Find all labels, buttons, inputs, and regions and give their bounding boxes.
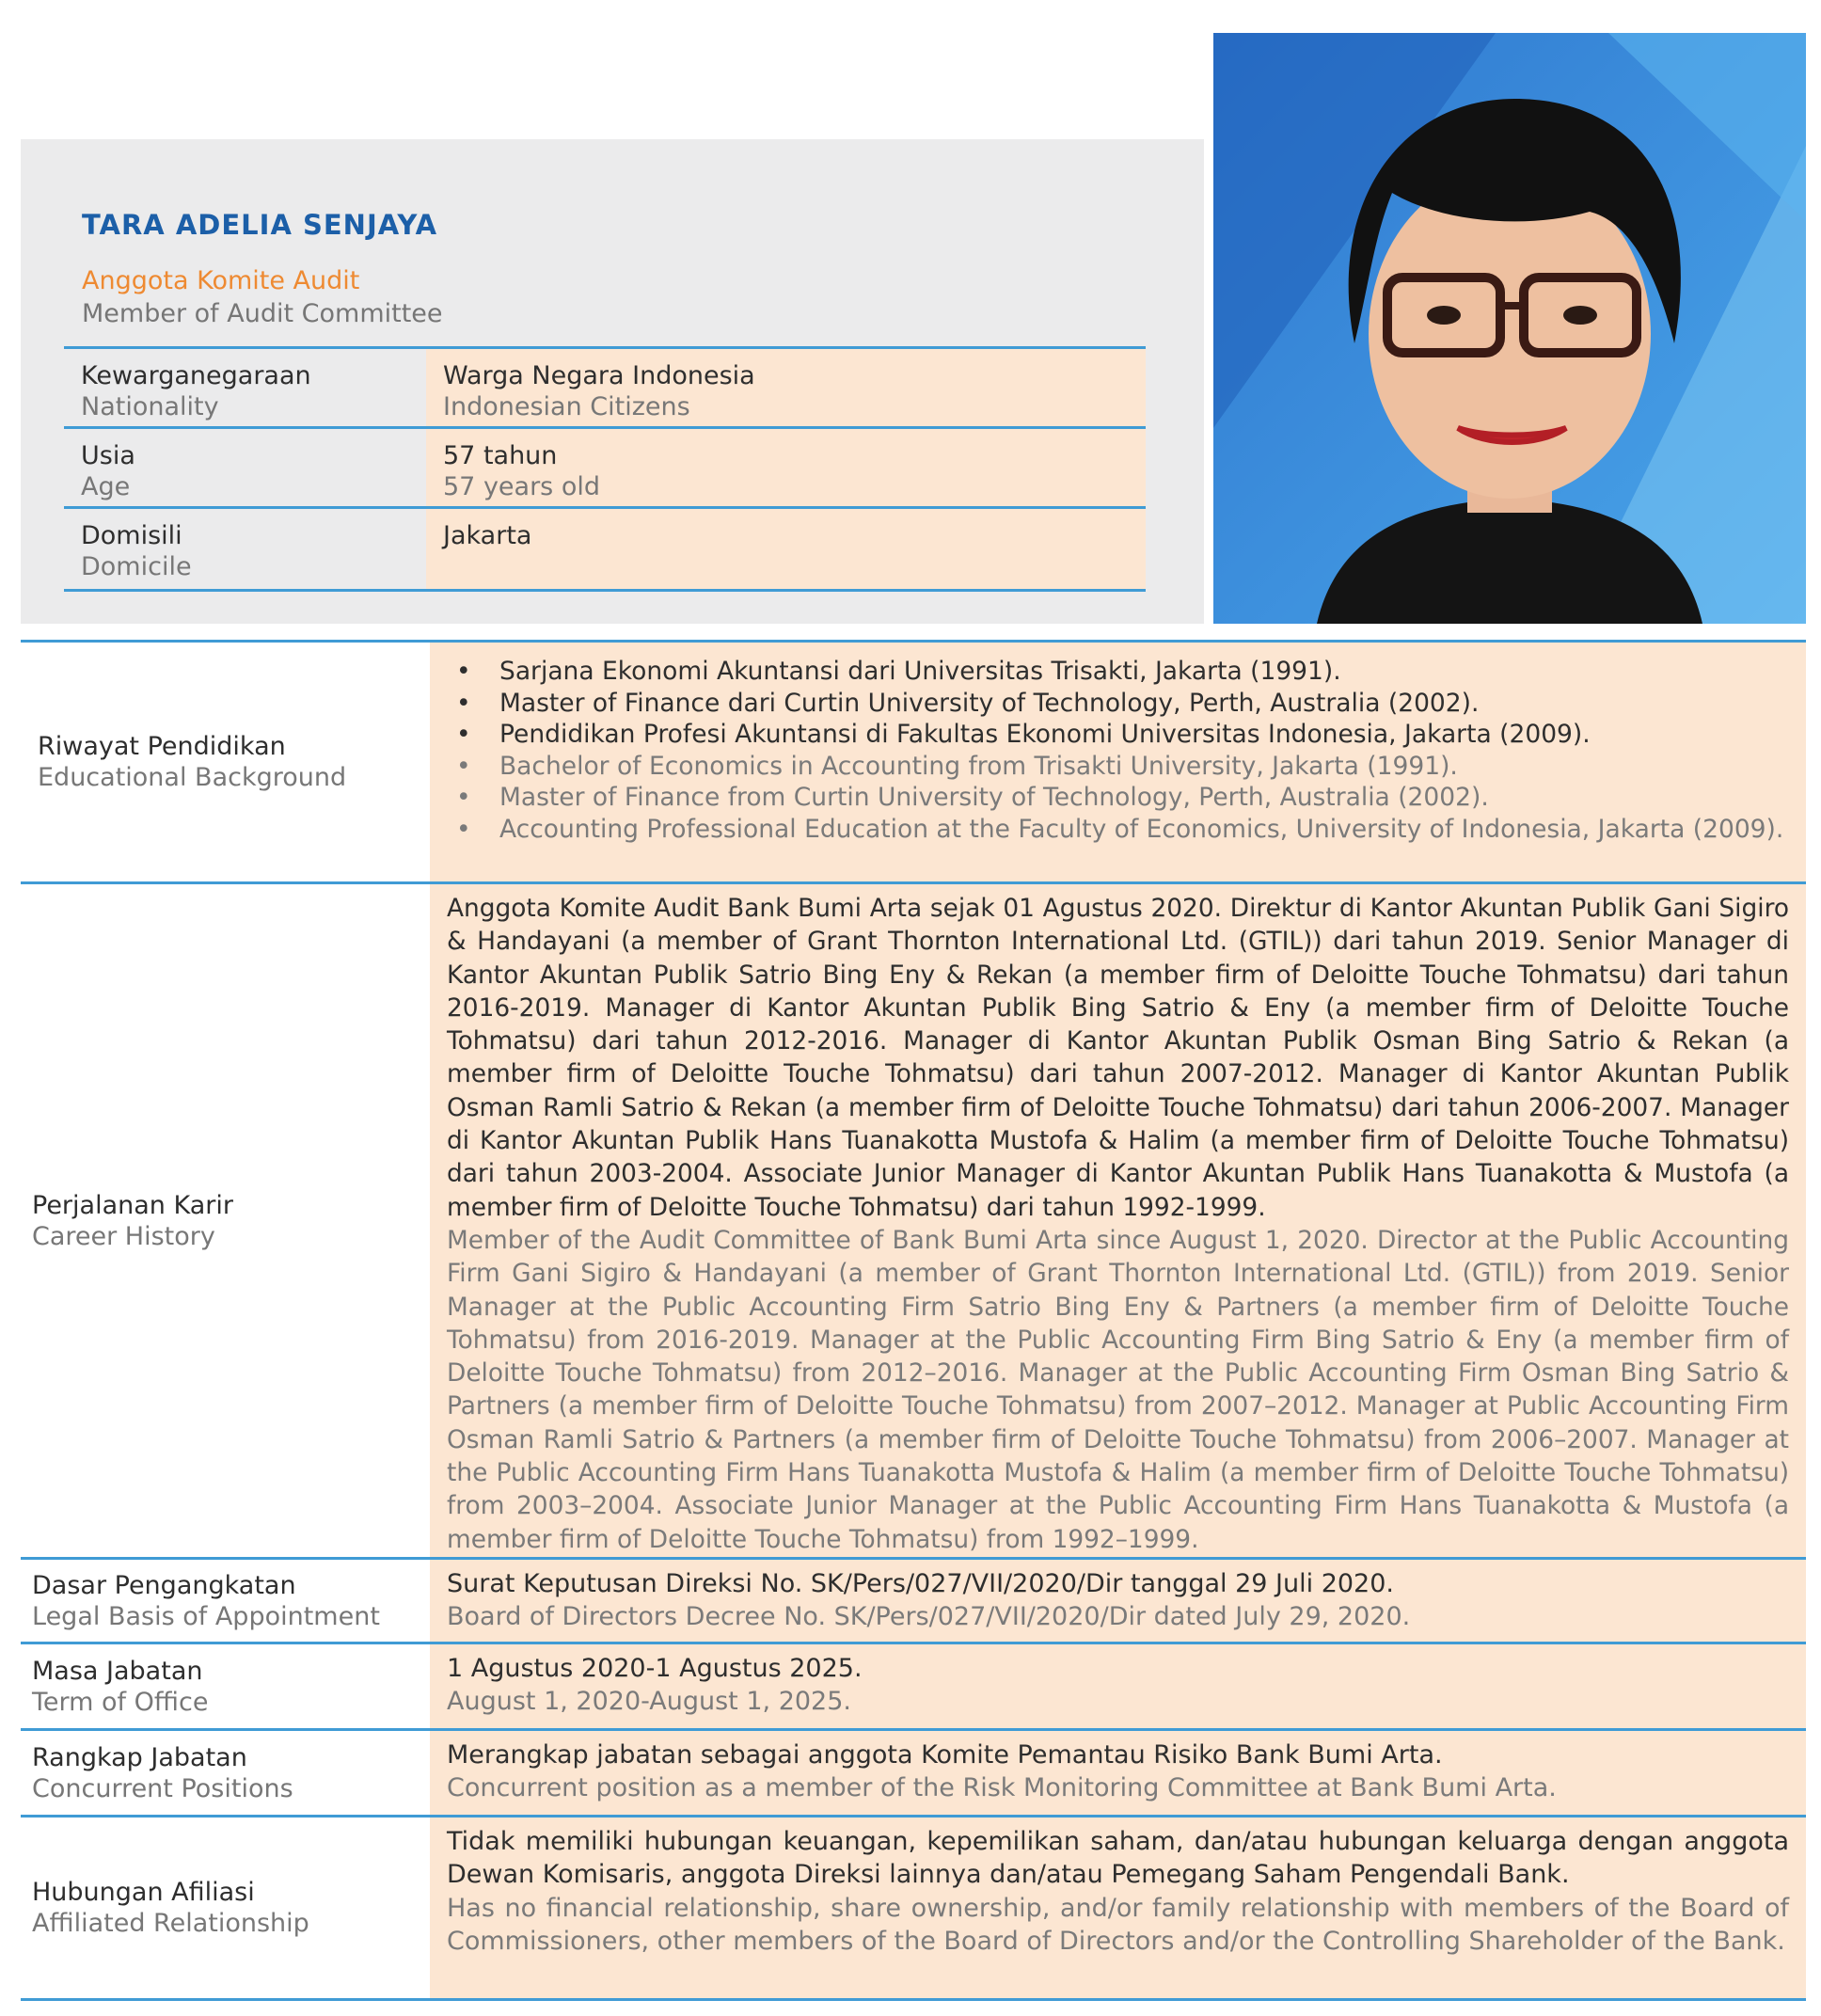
nationality-value-id: Warga Negara Indonesia: [443, 361, 755, 390]
legal-basis-label-id: Dasar Pengangkatan: [32, 1570, 296, 1600]
domicile-label-en: Domicile: [81, 552, 192, 581]
education-item: • Master of Finance dari Curtin University of Technology, Perth, Australia (2002).: [451, 688, 1789, 720]
legal-basis-label: [21, 1560, 430, 1642]
affiliation-value-en: Has no financial relationship, share ownership, and/or family relationship with members of the Board of Commissioners, other members of the Board of Directors and/or the Controlling Shareholder of the Bank.: [447, 1893, 1789, 1957]
term-label-id: Masa Jabatan: [32, 1656, 203, 1686]
legal-basis-value-id: Surat Keputusan Direksi No. SK/Pers/027/VII/2020/Dir tanggal 29 Juli 2020.: [447, 1569, 1394, 1598]
domicile-row: [64, 506, 1146, 592]
career-label: [21, 884, 430, 1557]
concurrent-value-en: Concurrent position as a member of the Risk Monitoring Committee at Bank Bumi Arta.: [447, 1773, 1557, 1803]
affiliation-label-id: Hubungan Afiliasi: [32, 1878, 255, 1907]
nationality-row: [64, 346, 1146, 426]
legal-basis-label-en: Legal Basis of Appointment: [32, 1601, 380, 1631]
legal-basis-value: [430, 1560, 1806, 1642]
portrait-illustration: [1213, 33, 1806, 624]
concurrent-value-id: Merangkap jabatan sebagai anggota Komite Pemantau Risiko Bank Bumi Arta.: [447, 1740, 1443, 1770]
domicile-label-id: Domisili: [81, 521, 182, 550]
career-value: [430, 884, 1806, 1557]
career-text-id: Anggota Komite Audit Bank Bumi Arta sejak 01 Agustus 2020. Direktur di Kantor Akuntan Publik Gani Sigiro & Handayani (a member of Grant Thornton International Ltd. (GTIL)) dari tahun 2019. Senior Manager di Kantor Akuntan Publik Satrio Bing Eny & Rekan (a member firm of Deloitte Touche Tohmatsu) dari tahun 2016-2019. Manager di Kantor Akuntan Publik Bing Satrio & Eny (a member firm of Deloitte Touche Tohmatsu) dari tahun 2012-2016. Manager di Kantor Akuntan Publik Osman Bing Satrio & Rekan (a member firm of Deloitte Touche Tohmatsu) dari tahun 2007-2012. Manager di Kantor Akuntan Publik Osman Ramli Satrio & Rekan (a member firm of Deloitte Touche Tohmatsu) dari tahun 2006-2007. Manager di Kantor Akuntan Publik Hans Tuanakotta Mustofa & Halim (a member firm of Deloitte Touche Tohmatsu) dari tahun 2003-2004. Associate Junior Manager di Kantor Akuntan Publik Hans Tuanakotta & Mustofa (a member firm of Deloitte Touche Tohmatsu) dari tahun 1992-1999.: [447, 894, 1789, 1222]
affiliation-value-id: Tidak memiliki hubungan keuangan, kepemilikan saham, dan/atau hubungan keluarga dengan anggota Dewan Komisaris, anggota Direksi lainnya dan/atau Pemegang Saham Pengendali Bank.: [447, 1827, 1789, 1890]
term-label-en: Term of Office: [32, 1687, 209, 1717]
concurrent-row: [21, 1728, 1806, 1815]
domicile-label: [64, 509, 426, 589]
nationality-label-en: Nationality: [81, 392, 219, 421]
career-label-en: Career History: [32, 1221, 215, 1251]
age-value-en: 57 years old: [443, 472, 600, 501]
age-value: [426, 429, 1146, 506]
nationality-label-id: Kewarganegaraan: [81, 361, 311, 390]
education-list: [451, 656, 1789, 845]
age-label-en: Age: [81, 472, 131, 501]
education-item: • Accounting Professional Education at the Faculty of Economics, University of Indonesia, Jakarta (2009).: [451, 814, 1789, 846]
portrait-photo: [1213, 33, 1806, 624]
education-row: [21, 640, 1806, 881]
concurrent-label: [21, 1731, 430, 1815]
nationality-value-en: Indonesian Citizens: [443, 392, 690, 421]
affiliation-label-en: Affiliated Relationship: [32, 1909, 309, 1938]
term-label: [21, 1644, 430, 1728]
term-row: [21, 1642, 1806, 1728]
education-label-id: Riwayat Pendidikan: [38, 732, 286, 761]
age-value-id: 57 tahun: [443, 441, 558, 470]
affiliation-row: [21, 1815, 1806, 2001]
nationality-value: [426, 349, 1146, 426]
domicile-value: [426, 509, 1146, 589]
education-item: • Pendidikan Profesi Akuntansi di Fakultas Ekonomi Universitas Indonesia, Jakarta (2009).: [451, 719, 1789, 751]
legal-basis-value-en: Board of Directors Decree No. SK/Pers/027/VII/2020/Dir dated July 29, 2020.: [447, 1602, 1411, 1632]
term-value: [430, 1644, 1806, 1728]
affiliation-label: [21, 1818, 430, 1998]
concurrent-label-en: Concurrent Positions: [32, 1773, 293, 1803]
profile-detail-table: [21, 640, 1806, 2001]
role-title-id: Anggota Komite Audit: [82, 266, 360, 295]
personal-info-table: [64, 346, 1146, 592]
legal-basis-row: [21, 1557, 1806, 1642]
education-label-en: Educational Background: [38, 763, 347, 792]
affiliation-value: [430, 1818, 1806, 1998]
age-row: [64, 426, 1146, 506]
career-label-id: Perjalanan Karir: [32, 1190, 233, 1220]
role-title-en: Member of Audit Committee: [82, 299, 443, 328]
education-item: • Bachelor of Economics in Accounting from Trisakti University, Jakarta (1991).: [451, 751, 1789, 783]
concurrent-value: [430, 1731, 1806, 1815]
career-text-en: Member of the Audit Committee of Bank Bumi Arta since August 1, 2020. Director at the Public Accounting Firm Gani Sigiro & Handayani (a member of Grant Thornton International Ltd. (GTIL)) from 2019. Senior Manager at the Public Accounting Firm Satrio Bing Eny & Partners (a member firm of Deloitte Touche Tohmatsu) from 2016-2019. Manager at the Public Accounting Firm Bing Satrio & Eny (a member firm of Deloitte Touche Tohmatsu) from 2012–2016. Manager at the Public Accounting Firm Osman Bing Satrio & Partners (a member firm of Deloitte Touche Tohmatsu) from 2007–2012. Manager at Public Accounting Firm Osman Ramli Satrio & Partners (a member firm of Deloitte Touche Tohmatsu) from 2006–2007. Manager at the Public Accounting Firm Hans Tuanakotta Mustofa & Halim (a member firm of Deloitte Touche Tohmatsu) from 2003–2004. Associate Junior Manager at the Public Accounting Firm Hans Tuanakotta & Mustofa (a member firm of Deloitte Touche Tohmatsu) from 1992–1999.: [447, 1225, 1789, 1554]
member-name: TARA ADELIA SENJAYA: [82, 209, 438, 241]
career-row: [21, 881, 1806, 1557]
term-value-id: 1 Agustus 2020-1 Agustus 2025.: [447, 1654, 863, 1683]
education-value: [430, 643, 1806, 881]
term-value-en: August 1, 2020-August 1, 2025.: [447, 1687, 851, 1717]
age-label-id: Usia: [81, 441, 135, 470]
education-label: [21, 643, 430, 881]
age-label: [64, 429, 426, 506]
education-item: • Sarjana Ekonomi Akuntansi dari Universitas Trisakti, Jakarta (1991).: [451, 656, 1789, 688]
concurrent-label-id: Rangkap Jabatan: [32, 1742, 247, 1772]
domicile-value-id: Jakarta: [443, 521, 532, 550]
education-item: • Master of Finance from Curtin University of Technology, Perth, Australia (2002).: [451, 782, 1789, 814]
nationality-label: [64, 349, 426, 426]
